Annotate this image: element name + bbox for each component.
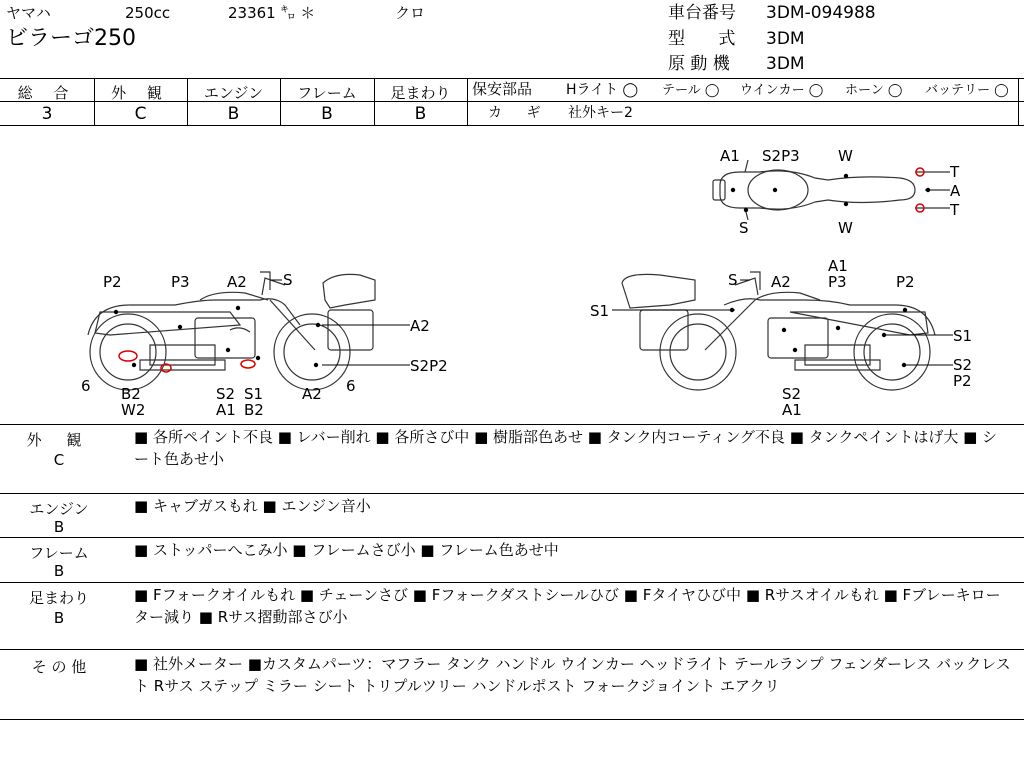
key-label: カ ギ — [488, 105, 551, 121]
note-suspension-grade: B — [53, 609, 65, 627]
rear-wheel-left — [90, 314, 166, 390]
top-label-w2: W — [838, 219, 853, 237]
frame-label: フレーム — [297, 84, 357, 102]
left-label-a1: A1 — [216, 401, 236, 419]
left-label-a2b: A2 — [410, 317, 430, 335]
safety-headlight: Hライト ◯ — [566, 82, 639, 98]
engine-grade: B — [227, 104, 240, 124]
left-label-6a: 6 — [81, 377, 91, 395]
left-label-a2a: A2 — [227, 273, 247, 291]
right-label-s1a: S1 — [590, 302, 610, 320]
left-label-p2: P2 — [103, 273, 122, 291]
key-value: 社外キー2 — [568, 105, 633, 121]
left-label-a2c: A2 — [302, 385, 322, 403]
right-label-s2b: S2 — [782, 385, 802, 403]
note-exterior-text: ■ 各所ペイント不良 ■ レバー削れ ■ 各所さび中 ■ 樹脂部色あせ ■ タンク内コーティング不良 ■ タンクペイントはげ大 ■ シート色あせ小 — [134, 428, 998, 468]
suspension-label: 足まわり — [390, 84, 451, 102]
note-frame-text: ■ ストッパーへこみ小 ■ フレームさび小 ■ フレーム色あせ中 — [134, 541, 559, 559]
left-label-p3: P3 — [171, 273, 190, 291]
overall-grade: 3 — [41, 104, 53, 124]
frame-grade: B — [321, 104, 333, 124]
right-label-p2: P2 — [896, 273, 915, 291]
right-label-a1: A1 — [828, 257, 848, 275]
note-engine-grade: B — [53, 518, 65, 536]
left-label-s2: S2 — [216, 385, 236, 403]
top-label-a: A — [950, 182, 961, 200]
body-outline-left — [88, 299, 300, 335]
mileage: 23361 ㌔ ＊ — [228, 4, 316, 22]
right-label-p2b: P2 — [953, 372, 972, 390]
right-label-s2: S2 — [953, 356, 973, 374]
top-label-t1: T — [950, 163, 960, 181]
damage-mark-step — [241, 360, 255, 368]
right-label-p3: P3 — [828, 273, 847, 291]
displacement: 250cc — [125, 4, 171, 22]
top-label-t2: T — [950, 201, 960, 219]
engine-model-label: 原 動 機 — [668, 54, 730, 74]
type-label: 型 式 — [668, 29, 750, 49]
note-other-text: ■ 社外メーター ■カスタムパーツ：マフラー タンク ハンドル ウインカー ヘッドライト テールランプ フェンダーレス バックレスト Rサス ステップ ミラー シート トリプルツリー ハンドルポスト フォークジョイント エアクリ — [134, 655, 1011, 695]
safety-horn: ホーン ◯ — [845, 83, 903, 98]
engine-model: 3DM — [766, 54, 805, 74]
right-label-s: S — [728, 271, 738, 289]
safety-winker: ウインカー ◯ — [740, 83, 824, 98]
maker: ヤマハ — [6, 4, 51, 22]
safety-tail: テール ◯ — [662, 83, 720, 98]
front-wheel-right — [660, 314, 736, 390]
left-label-s2p2: S2P2 — [410, 357, 448, 375]
overall-label: 総 合 — [17, 84, 77, 102]
left-label-s: S — [283, 271, 293, 289]
exterior-label: 外 観 — [111, 84, 170, 102]
left-label-s1: S1 — [244, 385, 264, 403]
note-exterior-label: 外 観 — [26, 431, 92, 449]
color: クロ — [395, 4, 426, 22]
note-frame-grade: B — [53, 562, 65, 580]
note-engine-text: ■ キャブガスもれ ■ エンジン音小 — [134, 497, 371, 515]
engine-label: エンジン — [203, 84, 264, 102]
right-label-a2: A2 — [771, 273, 791, 291]
exterior-grade: C — [134, 104, 147, 124]
left-label-6b: 6 — [346, 377, 356, 395]
top-label-s: S — [739, 219, 749, 237]
frame-no-label: 車台番号 — [668, 3, 736, 23]
top-label-a1: A1 — [720, 147, 740, 165]
note-frame-label: フレーム — [29, 544, 89, 562]
safety-label: 保安部品 — [472, 80, 533, 98]
suspension-grade: B — [414, 104, 427, 124]
top-label-s2p3: S2P3 — [762, 147, 800, 165]
right-label-a1b: A1 — [782, 401, 802, 419]
top-view-outline — [720, 171, 915, 209]
frame-no: 3DM-094988 — [766, 3, 876, 23]
note-suspension-label: 足まわり — [28, 589, 89, 607]
right-label-s1b: S1 — [953, 327, 973, 345]
note-exterior-grade: C — [53, 451, 65, 469]
rear-wheel-right — [854, 314, 930, 390]
note-engine-label: エンジン — [29, 500, 89, 518]
left-label-w2: W2 — [121, 401, 146, 419]
body-outline-right — [724, 299, 935, 335]
top-label-w1: W — [838, 147, 853, 165]
safety-battery: バッテリー ◯ — [925, 83, 1009, 98]
left-label-b2b: B2 — [244, 401, 264, 419]
note-suspension-text: ■ Fフォークオイルもれ ■ チェーンさび ■ Fフォークダストシールひび ■ Fタイヤひび中 ■ Rサスオイルもれ ■ Fブレーキローター減り ■ Rサス摺動部さび小 — [134, 586, 1001, 626]
type-value: 3DM — [766, 29, 805, 49]
damage-mark-rear — [119, 351, 137, 361]
note-other-label: そ の 他 — [31, 658, 87, 676]
left-label-b2: B2 — [121, 385, 141, 403]
model-name: ビラーゴ250 — [6, 26, 136, 51]
